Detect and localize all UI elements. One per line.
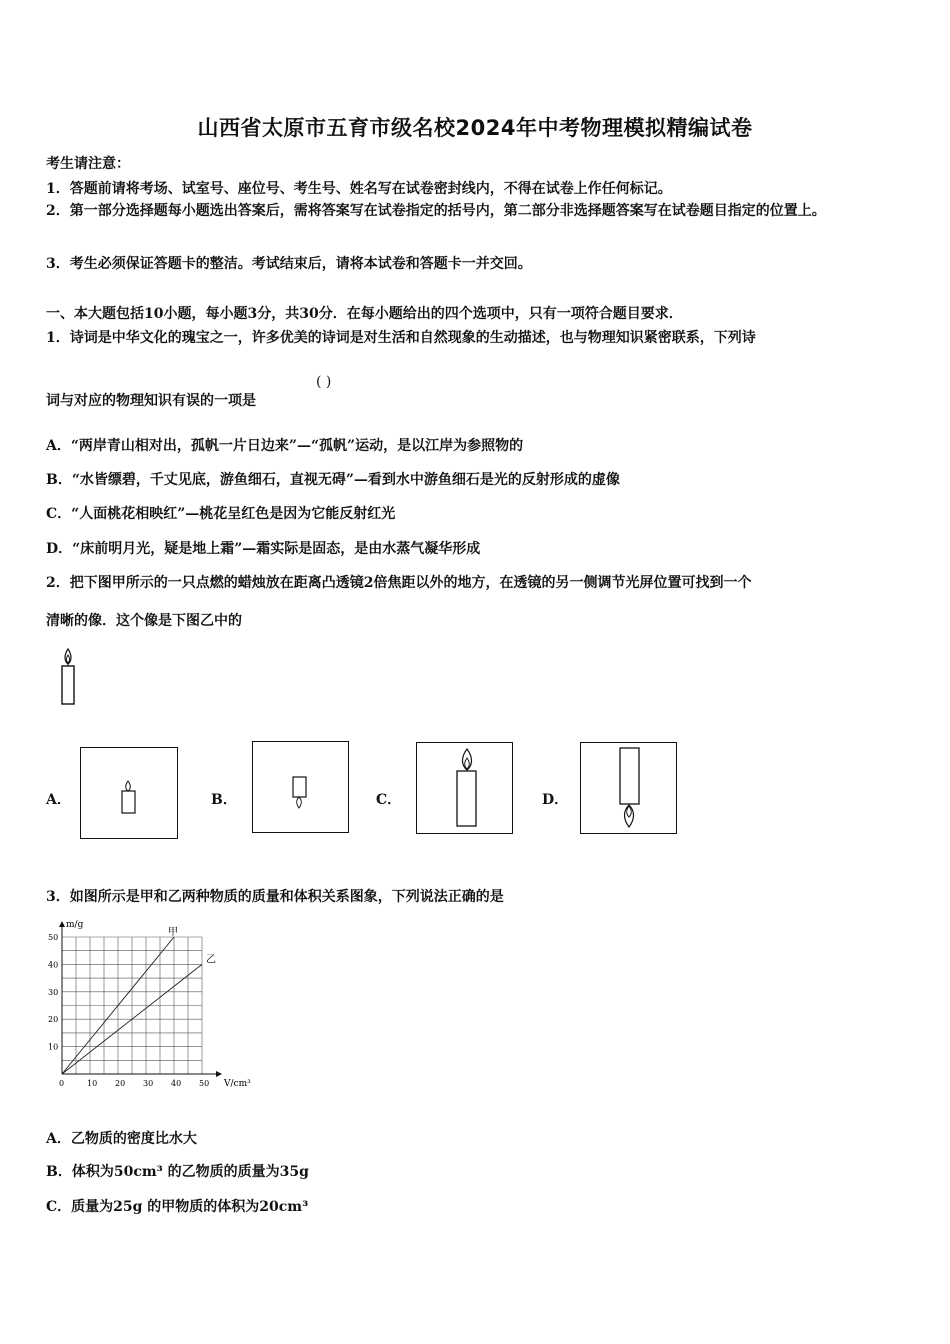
q2-stem-line1: 2．把下图甲所示的一只点燃的蜡烛放在距离凸透镜2倍焦距以外的地方，在透镜的另一侧调节光屏位置可找到一个	[46, 575, 752, 591]
q2-option-a-label: A．	[46, 792, 71, 808]
q1-option-d: D．“床前明月光，疑是地上霜”—霜实际是固态，是由水蒸气凝华形成	[46, 541, 481, 557]
q1-option-c: C．“人面桃花相映红”—桃花呈红色是因为它能反射红光	[46, 506, 396, 522]
y-tick-label: 20	[48, 1015, 59, 1025]
chart-ticks	[48, 933, 209, 1088]
small-candle-inverted-icon	[253, 742, 347, 831]
x-tick-label: 30	[143, 1079, 154, 1088]
chart-grid	[62, 937, 202, 1074]
page-title: 山西省太原市五育市级名校2024年中考物理模拟精编试卷	[197, 116, 753, 140]
q3-option-b: B．体积为50cm³ 的乙物质的质量为35g	[46, 1164, 309, 1180]
x-axis-arrow	[216, 1071, 222, 1077]
large-candle-inverted-icon	[581, 743, 675, 832]
y-tick-label: 40	[48, 960, 59, 970]
chart-ylabel: m/g	[66, 920, 84, 930]
candle-figure	[55, 645, 85, 709]
q1-option-a: A．“两岸青山相对出，孤帆一片日边来”—“孤帆”运动，是以江岸为参照物的	[46, 438, 524, 454]
x-tick-label: 20	[115, 1079, 126, 1088]
q2-option-a-image	[80, 747, 178, 839]
q1-stem-line2: 词与对应的物理知识有误的一项是	[46, 393, 256, 409]
q2-option-d-image	[580, 742, 677, 834]
notice-item-3: 3．考生必须保证答题卡的整洁。考试结束后，请将本试卷和答题卡一并交回。	[46, 256, 532, 272]
q3-stem: 3．如图所示是甲和乙两种物质的质量和体积关系图象，下列说法正确的是	[46, 889, 504, 905]
mass-volume-chart	[40, 912, 255, 1097]
series-label: 乙	[206, 954, 216, 966]
notice-item-2: 2．第一部分选择题每小题选出答案后，需将答案写在试卷指定的括号内，第二部分非选择题答案写在试卷题目指定的位置上。	[46, 203, 826, 219]
q1-option-b: B．“水皆缥碧，千丈见底，游鱼细石，直视无碍”—看到水中游鱼细石是光的反射形成的虚像	[46, 472, 620, 488]
y-tick-label: 10	[48, 1042, 59, 1052]
y-axis-arrow	[59, 921, 65, 927]
q2-option-b-image	[252, 741, 349, 833]
large-candle-upright-icon	[417, 743, 511, 832]
notice-item-1: 1．答题前请将考场、试室号、座位号、考生号、姓名写在试卷密封线内，不得在试卷上作任何标记。	[46, 181, 672, 197]
x-tick-label: 50	[199, 1079, 210, 1088]
x-tick-label: 10	[87, 1079, 98, 1088]
section-heading: 一、本大题包括10小题，每小题3分，共30分．在每小题给出的四个选项中，只有一项符合题目要求．	[46, 306, 683, 322]
q2-stem-line2: 清晰的像．这个像是下图乙中的	[46, 613, 242, 629]
chart-axes	[59, 921, 222, 1077]
q3-option-a: A．乙物质的密度比水大	[46, 1131, 197, 1147]
notice-heading: 考生请注意：	[46, 156, 130, 172]
x-tick-label: 40	[171, 1079, 182, 1088]
x-tick-label: 0	[59, 1079, 65, 1088]
y-tick-label: 30	[48, 987, 59, 997]
small-candle-upright-icon	[81, 748, 176, 837]
answer-paren: ( )	[316, 374, 332, 390]
chart-series	[62, 926, 216, 1074]
q2-option-b-label: B．	[211, 792, 237, 808]
series-label: 甲	[168, 927, 178, 938]
q1-stem-line1: 1．诗词是中华文化的瑰宝之一，许多优美的诗词是对生活和自然现象的生动描述，也与物理知识紧密联系，下列诗	[46, 330, 756, 346]
q2-option-c-image	[416, 742, 513, 834]
y-tick-label: 50	[48, 933, 59, 942]
q3-option-c: C．质量为25g 的甲物质的体积为20cm³	[46, 1199, 309, 1215]
q2-option-d-label: D．	[542, 792, 569, 808]
chart-xlabel: V/cm³	[224, 1079, 251, 1089]
q2-option-c-label: C．	[376, 792, 402, 808]
